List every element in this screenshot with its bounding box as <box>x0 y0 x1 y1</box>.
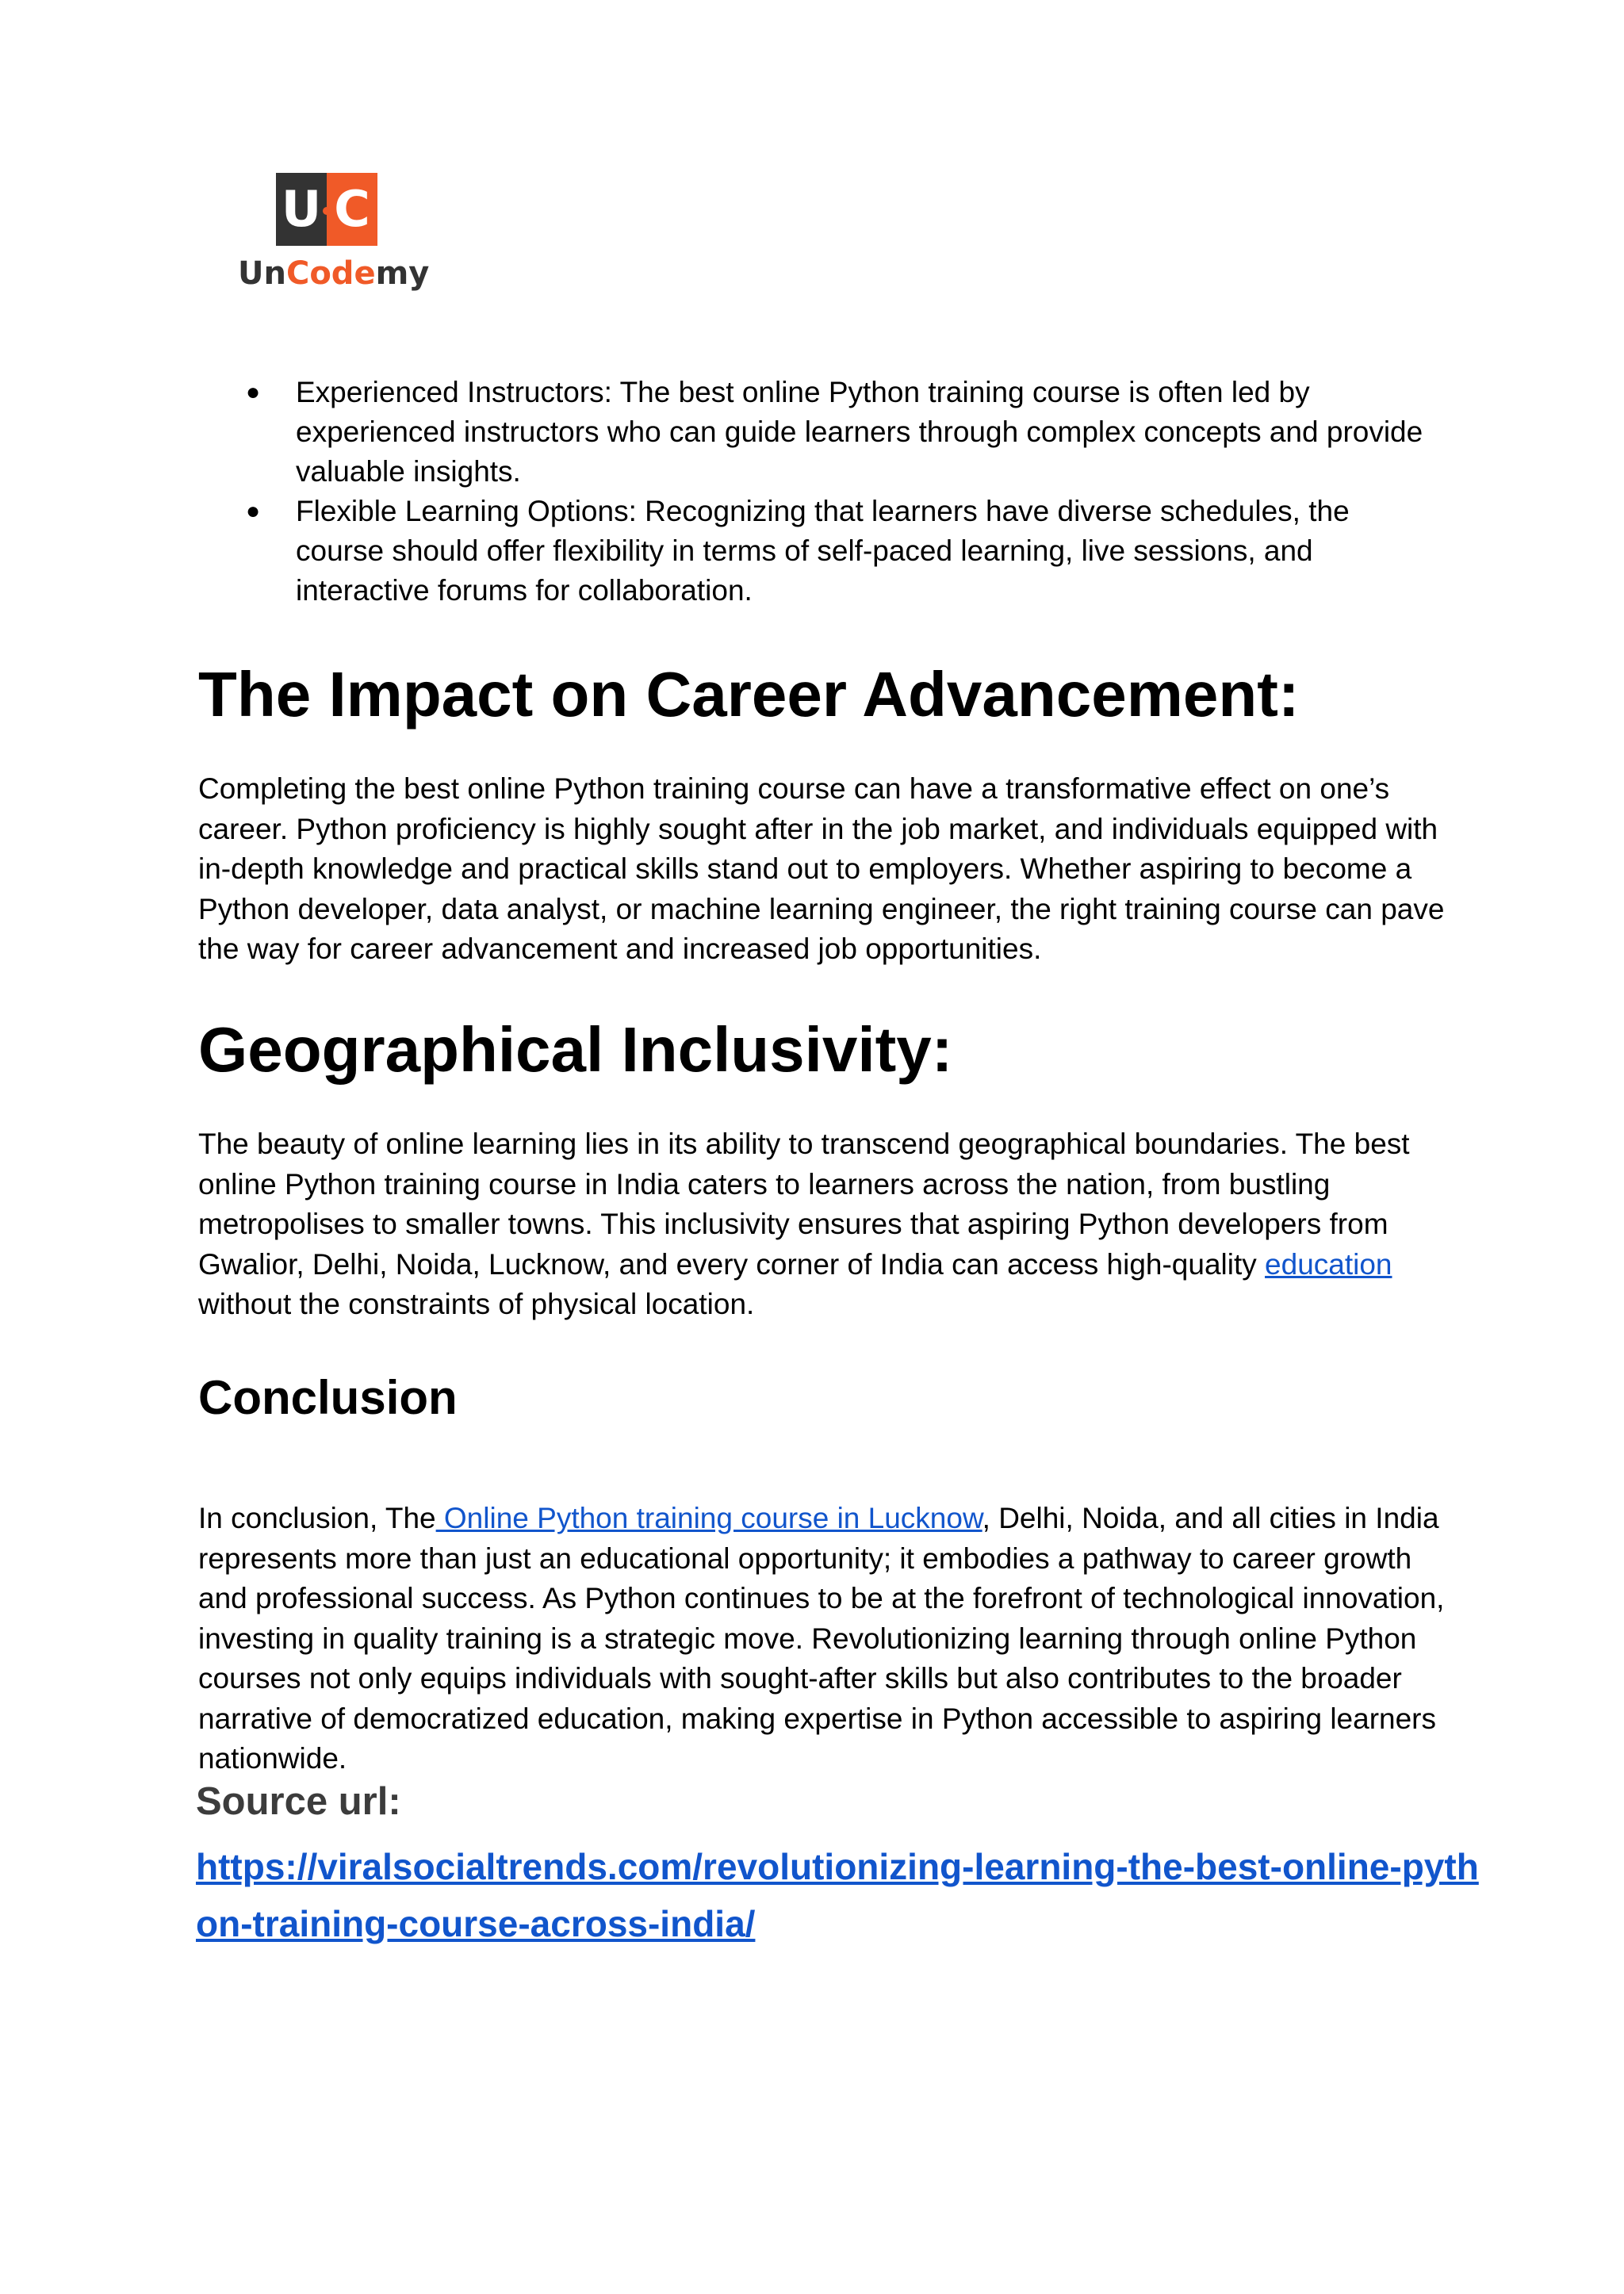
logo-dot <box>323 207 331 215</box>
logo-c-box <box>327 173 377 246</box>
logo-u-letter: U <box>281 180 322 238</box>
logo-u-box <box>276 173 327 246</box>
logo-word-un: Un <box>238 255 286 292</box>
heading-career-advancement: The Impact on Career Advancement: <box>198 659 1300 730</box>
conclusion-text-after-link: , Delhi, Noida, and all cities in India represents more than just an educational opportunity; it embodies a pathway to career growth and professional success. As Python continues to be at the forefront of technological innovation, investing in quality training is a strategic move. Revolutionizing learning through online Python courses not only equips individuals with sought-after skills but also contributes to the broader narrative of democratized education, making expertise in Python accessible to aspiring learners nationwide. <box>198 1502 1445 1775</box>
logo-mark <box>276 173 444 249</box>
geo-text-after-link: without the constraints of physical location. <box>198 1288 755 1320</box>
source-url-block <box>196 1838 1480 1952</box>
source-url-link[interactable]: https://viralsocialtrends.com/revolutionizing-learning-the-best-online-python-training-course-across-india/ <box>196 1846 1479 1944</box>
paragraph-career-advancement: Completing the best online Python training course can have a transformative effect on one’s career. Python proficiency is highly sought after in the job market, and individuals equipped with in-depth knowledge and practical skills stand out to employers. Whether aspiring to become a Python developer, data analyst, or machine learning engineer, the right training course can pave the way for career advancement and increased job opportunities. <box>198 772 1445 965</box>
logo-word-code: Code <box>285 255 376 292</box>
bullet-icon: ● <box>246 498 261 524</box>
bullet-icon: ● <box>246 379 261 405</box>
logo-word-my: my <box>375 255 430 292</box>
heading-geographical-inclusivity: Geographical Inclusivity: <box>198 1014 953 1085</box>
conclusion-text-before-link: In conclusion, The <box>198 1502 436 1534</box>
education-link[interactable]: education <box>1265 1247 1392 1281</box>
source-url-label: Source url: <box>196 1780 401 1823</box>
list-item <box>246 373 1435 492</box>
bullet-text-flexible: Flexible Learning Options: Recognizing that learners have diverse schedules, the course should offer flexibility in terms of self-paced learning, live sessions, and interactive forums for collaboration. <box>296 495 1350 607</box>
online-python-course-lucknow-link[interactable]: Online Python training course in Lucknow <box>435 1502 982 1534</box>
geo-text-before-link: The beauty of online learning lies in its ability to transcend geographical boundaries. The best online Python training course in India caters to learners across the nation, from bustling metropolises to smaller towns. This inclusivity ensures that aspiring Python developers from Gwalior, Delhi, Noida, Lucknow, and every corner of India can access high-quality <box>198 1128 1410 1281</box>
paragraph-geographical-inclusivity <box>198 1124 1451 1325</box>
paragraph-conclusion <box>198 1499 1451 1779</box>
uncodemy-logo <box>238 173 444 300</box>
logo-wordmark <box>238 255 444 292</box>
feature-bullet-list <box>246 373 1435 611</box>
bullet-text-instructors: Experienced Instructors: The best online Python training course is often led by experienced instructors who can guide learners through complex concepts and provide valuable insights. <box>296 376 1423 488</box>
list-item <box>246 492 1435 611</box>
logo-c-letter: C <box>334 180 370 238</box>
heading-conclusion: Conclusion <box>198 1371 458 1424</box>
